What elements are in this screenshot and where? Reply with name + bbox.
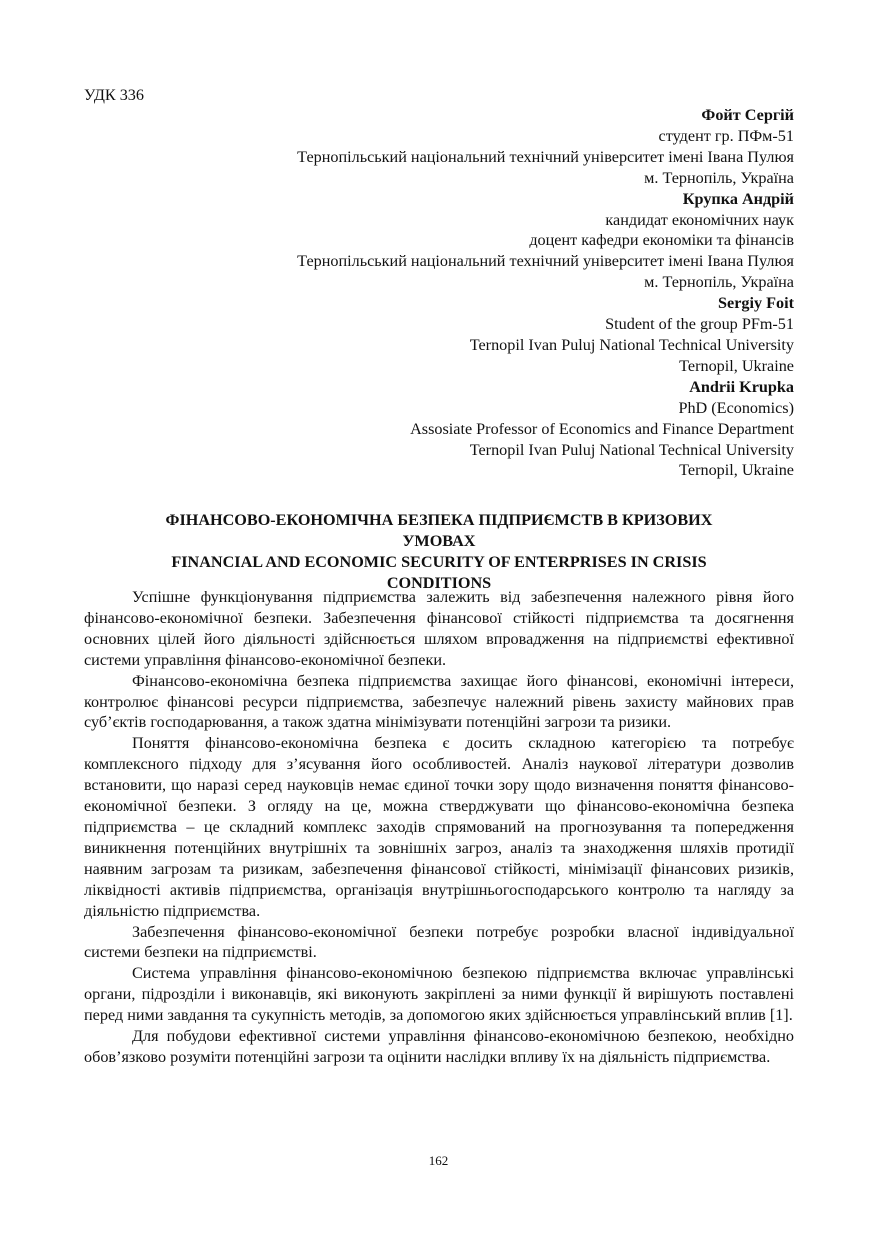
author-location: м. Тернопіль, Україна	[644, 273, 794, 292]
udk-code: УДК 336	[84, 86, 144, 104]
page-number: 162	[428, 1153, 449, 1168]
author-affiliation: Тернопільський національний технічний університет імені Івана Пулюя	[297, 147, 794, 166]
author-degree: кандидат економічних наук	[605, 210, 794, 229]
body-paragraph: Поняття фінансово-економічна безпека є досить складною категорією та потребує комплексного підходу для з’ясування його особливостей. Аналіз наукової літератури дозволив встановити, що наразі серед науковців немає єдиної точки зору щодо визначення поняття фінансово-економічної безпеки. З огляду на це, можна стверджувати що фінансово-економічна безпека підприємства – це складний комплекс заходів спрямований на прогнозування та попередження виникнення потенційних внутрішніх та зовнішніх загроз, аналіз та знаходження шляхів протидії наявним загрозам та ризикам, забезпечення фінансової стійкості, мінімізації фінансових ризиків, ліквідності активів підприємства, організація внутрішньогосподарського контролю та нагляду за діяльністю підприємства.	[84, 734, 794, 920]
article-title	[84, 510, 794, 594]
article-body	[84, 587, 794, 1068]
author-affiliation: Ternopil Ivan Puluj National Technical University	[469, 440, 794, 459]
author-name: Andrii Krupka	[689, 377, 794, 396]
body-paragraph: Фінансово-економічна безпека підприємства захищає його фінансові, економічні інтереси, контролює фінансові ресурси підприємства, забезпечує належний рівень захисту майнових прав суб’єктів господарювання, а також здатна мінімізувати потенційні загрози та ризики.	[84, 671, 794, 732]
title-ukrainian-line-2: УМОВАХ	[402, 531, 476, 550]
author-name: Крупка Андрій	[682, 189, 794, 208]
author-position: Assosiate Professor of Economics and Finance Department	[410, 419, 794, 438]
author-location: Ternopil, Ukraine	[679, 461, 794, 480]
author-location: м. Тернопіль, Україна	[644, 168, 794, 187]
author-location: Ternopil, Ukraine	[679, 356, 794, 375]
author-position: студент гр. ПФм-51	[658, 126, 794, 145]
title-ukrainian-line-1: ФІНАНСОВО-ЕКОНОМІЧНА БЕЗПЕКА ПІДПРИЄМСТВ В КРИЗОВИХ	[165, 511, 713, 529]
author-affiliation: Тернопільський національний технічний університет імені Івана Пулюя	[297, 252, 794, 271]
author-block	[94, 105, 794, 481]
body-paragraph: Система управління фінансово-економічною безпекою підприємства включає управлінські органи, підрозділи і виконавців, які виконують закріплені за ними функції й вирішують поставлені перед ними завдання та сукупність методів, за допомогою яких здійснюється управлінський вплив [1].	[84, 964, 794, 1025]
author-name: Фойт Сергій	[701, 106, 794, 124]
author-name: Sergiy Foit	[718, 294, 794, 313]
author-position: доцент кафедри економіки та фінансів	[529, 231, 794, 250]
title-english-line-1: FINANCIAL AND ECONOMIC SECURITY OF ENTERPRISES IN CRISIS	[171, 552, 707, 571]
body-paragraph: Успішне функціонування підприємства залежить від забезпечення належного рівня його фінансово-економічної безпеки. Забезпечення фінансової стійкості підприємства та досягнення основних цілей його діяльності здійснюється шляхом впровадження на підприємстві ефективної системи управління фінансово-економічної безпеки.	[84, 588, 794, 669]
body-paragraph: Забезпечення фінансово-економічної безпеки потребує розробки власної індивідуальної системи безпеки на підприємстві.	[84, 922, 794, 962]
title-english-line-2: CONDITIONS	[386, 573, 492, 592]
body-paragraph: Для побудови ефективної системи управління фінансово-економічною безпекою, необхідно обов’язково розуміти потенційні загрози та оцінити наслідки впливу їх на діяльність підприємства.	[84, 1027, 794, 1066]
author-affiliation: Ternopil Ivan Puluj National Technical University	[469, 335, 794, 354]
author-position: Student of the group PFm-51	[605, 315, 794, 334]
author-degree: PhD (Economics)	[678, 398, 794, 417]
